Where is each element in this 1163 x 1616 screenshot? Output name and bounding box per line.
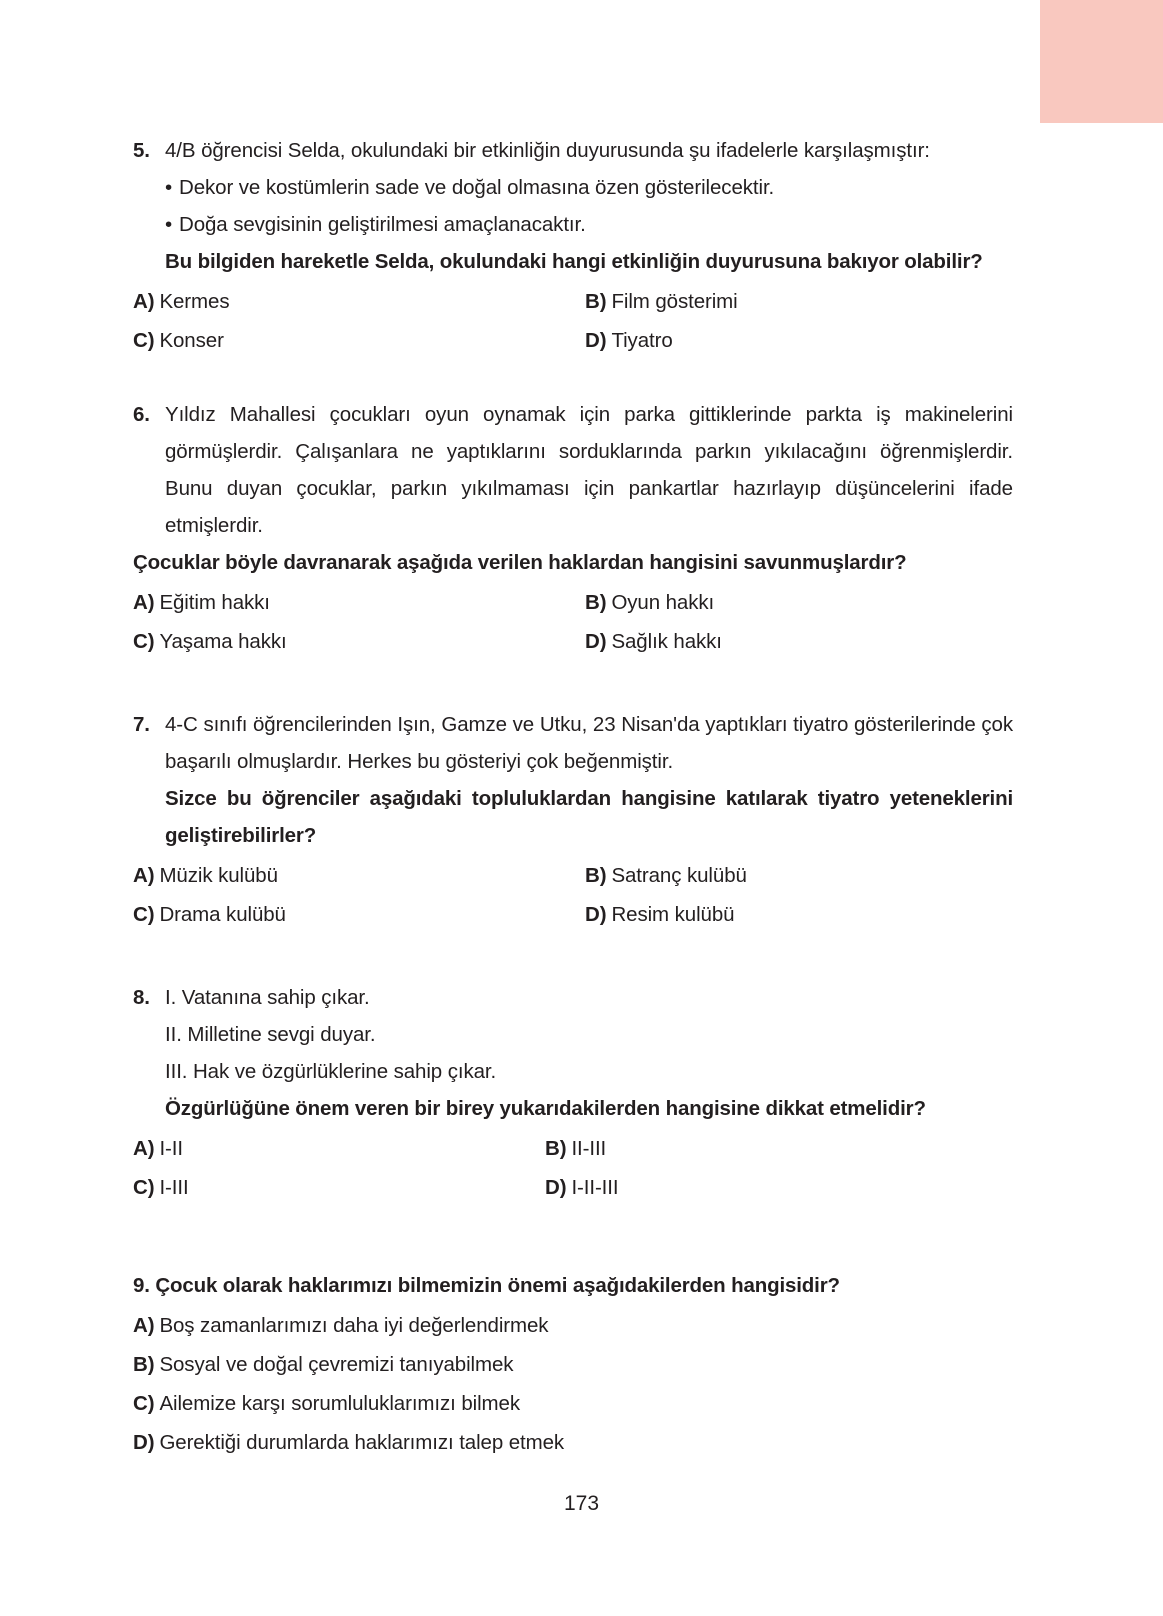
option-row — [133, 622, 1013, 661]
question-5-stem-text: 4/B öğrencisi Selda, okulundaki bir etkinliğin duyurusunda şu ifadelerle karşılaşmıştır: — [165, 139, 930, 162]
option-row — [133, 321, 1013, 360]
question-9-options — [133, 1306, 1013, 1462]
question-5-bullet-1 — [133, 169, 1013, 206]
option-a[interactable] — [133, 282, 585, 321]
option-d-text: Gerektiği durumlarda haklarımızı talep etmek — [159, 1431, 565, 1454]
option-c-letter: C) — [133, 329, 155, 352]
option-a[interactable] — [133, 583, 585, 622]
option-d-text: Tiyatro — [611, 329, 673, 352]
option-c[interactable] — [133, 1168, 545, 1207]
question-6-prompt: Çocuklar böyle davranarak aşağıda verilen haklardan hangisini savunmuşlardır? — [133, 551, 907, 574]
option-a-letter: A) — [133, 290, 155, 313]
option-row — [133, 1306, 1013, 1345]
question-7-number: 7. — [133, 713, 150, 736]
spacer — [133, 360, 1013, 396]
option-row — [133, 282, 1013, 321]
option-d-letter: D) — [133, 1431, 155, 1454]
option-row — [133, 1384, 1013, 1423]
question-8-item-3-text: III. Hak ve özgürlüklerine sahip çıkar. — [165, 1060, 497, 1083]
question-8-item-1-text: I. Vatanına sahip çıkar. — [165, 986, 370, 1009]
option-d[interactable] — [585, 321, 1005, 360]
option-d-letter: D) — [585, 903, 607, 926]
option-c-letter: C) — [133, 903, 155, 926]
option-d[interactable] — [585, 895, 1005, 934]
option-a[interactable] — [133, 1129, 545, 1168]
question-8-item-1 — [133, 979, 1013, 1016]
option-a[interactable] — [133, 856, 585, 895]
option-a-letter: A) — [133, 1314, 155, 1337]
option-row — [133, 583, 1013, 622]
option-b-text: Satranç kulübü — [611, 864, 747, 887]
corner-accent-block — [1040, 0, 1163, 123]
option-a-text: Eğitim hakkı — [159, 591, 270, 614]
question-6 — [133, 396, 1013, 661]
option-row — [133, 856, 1013, 895]
option-b[interactable] — [545, 1129, 965, 1168]
bullet-dot-icon: • — [165, 213, 173, 236]
option-c[interactable] — [133, 895, 585, 934]
question-8-prompt: Özgürlüğüne önem veren bir birey yukarıdakilerden hangisine dikkat etmelidir? — [165, 1097, 926, 1120]
question-7-stem — [133, 706, 1013, 780]
option-b-text: Sosyal ve doğal çevremizi tanıyabilmek — [159, 1353, 514, 1376]
option-b-letter: B) — [585, 864, 607, 887]
option-a-letter: A) — [133, 591, 155, 614]
question-8 — [133, 979, 1013, 1207]
option-c[interactable] — [133, 321, 585, 360]
option-c[interactable] — [133, 622, 585, 661]
question-5-prompt: Bu bilgiden hareketle Selda, okulundaki hangi etkinliğin duyurusuna bakıyor olabilir? — [165, 250, 983, 273]
bullet-dot-icon: • — [165, 176, 173, 199]
question-7-stem-text: 4-C sınıfı öğrencilerinden Işın, Gamze ve Utku, 23 Nisan'da yaptıkları tiyatro gösterilerinde çok başarılı olmuşlardır. Herkes bu gösteriyi çok beğenmiştir. — [165, 713, 1013, 773]
question-5-stem — [133, 132, 1013, 169]
option-d-letter: D) — [545, 1176, 567, 1199]
option-c-text: Drama kulübü — [159, 903, 286, 926]
option-c-text: Konser — [159, 329, 224, 352]
option-a-text: Kermes — [159, 290, 230, 313]
question-5-options — [133, 282, 1013, 360]
question-8-item-2 — [133, 1016, 1013, 1053]
option-d[interactable] — [545, 1168, 965, 1207]
option-b[interactable] — [585, 856, 1005, 895]
questions-container — [133, 132, 1013, 1462]
question-7-options — [133, 856, 1013, 934]
option-b[interactable] — [133, 1345, 1013, 1384]
page-number: 173 — [563, 1492, 600, 1515]
option-b-text: Film gösterimi — [611, 290, 738, 313]
option-d-letter: D) — [585, 630, 607, 653]
option-b[interactable] — [585, 583, 1005, 622]
option-a-letter: A) — [133, 1137, 155, 1160]
option-b-text: Oyun hakkı — [611, 591, 715, 614]
option-c[interactable] — [133, 1384, 1013, 1423]
question-8-options — [133, 1129, 1013, 1207]
option-row — [133, 1345, 1013, 1384]
option-b-letter: B) — [545, 1137, 567, 1160]
question-5 — [133, 132, 1013, 360]
question-8-item-2-text: II. Milletine sevgi duyar. — [165, 1023, 376, 1046]
question-5-bullet-2 — [133, 206, 1013, 243]
option-a[interactable] — [133, 1306, 1013, 1345]
question-5-bullet-1-text: Dekor ve kostümlerin sade ve doğal olmasına özen gösterilecektir. — [179, 176, 775, 199]
question-6-number: 6. — [133, 403, 150, 426]
option-b-text: II-III — [571, 1137, 607, 1160]
option-d-text: I-II-III — [571, 1176, 619, 1199]
option-d-letter: D) — [585, 329, 607, 352]
option-b[interactable] — [585, 282, 1005, 321]
option-d[interactable] — [585, 622, 1005, 661]
option-b-letter: B) — [585, 591, 607, 614]
option-c-letter: C) — [133, 630, 155, 653]
option-a-letter: A) — [133, 864, 155, 887]
option-row — [133, 1168, 1013, 1207]
option-a-text: Müzik kulübü — [159, 864, 278, 887]
option-b-letter: B) — [133, 1353, 155, 1376]
question-5-bullet-2-text: Doğa sevgisinin geliştirilmesi amaçlanacaktır. — [179, 213, 586, 236]
question-9 — [133, 1267, 1013, 1462]
question-7 — [133, 706, 1013, 934]
question-6-stem — [133, 396, 1013, 544]
question-8-number: 8. — [133, 986, 150, 1009]
question-6-options — [133, 583, 1013, 661]
option-row — [133, 1423, 1013, 1462]
option-c-letter: C) — [133, 1176, 155, 1199]
spacer — [133, 1207, 1013, 1267]
question-7-prompt: Sizce bu öğrenciler aşağıdaki topluluklardan hangisine katılarak tiyatro yeteneklerini geliştirebilirler? — [165, 787, 1013, 847]
spacer — [133, 661, 1013, 706]
question-6-stem-text: Yıldız Mahallesi çocukları oyun oynamak için parka gittiklerinde parkta iş makinelerini görmüşlerdir. Çalışanlara ne yaptıklarını sorduklarında parkın yıkılacağını öğrenmişlerdir. Bunu duyan çocuklar, parkın yıkılmaması için pankartlar hazırlayıp düşüncelerini ifade etmişlerdir. — [165, 403, 1013, 537]
option-c-text: Ailemize karşı sorumluluklarımızı bilmek — [159, 1392, 520, 1415]
question-5-number: 5. — [133, 139, 150, 162]
option-b-letter: B) — [585, 290, 607, 313]
option-c-text: Yaşama hakkı — [159, 630, 287, 653]
option-c-text: I-III — [159, 1176, 189, 1199]
option-a-text: Boş zamanlarımızı daha iyi değerlendirmek — [159, 1314, 549, 1337]
option-d-text: Sağlık hakkı — [611, 630, 722, 653]
option-row — [133, 1129, 1013, 1168]
option-a-text: I-II — [159, 1137, 183, 1160]
option-d[interactable] — [133, 1423, 1013, 1462]
option-d-text: Resim kulübü — [611, 903, 735, 926]
spacer — [133, 934, 1013, 979]
question-9-prompt: 9. Çocuk olarak haklarımızı bilmemizin önemi aşağıdakilerden hangisidir? — [133, 1274, 840, 1297]
option-c-letter: C) — [133, 1392, 155, 1415]
question-8-item-3 — [133, 1053, 1013, 1090]
option-row — [133, 895, 1013, 934]
